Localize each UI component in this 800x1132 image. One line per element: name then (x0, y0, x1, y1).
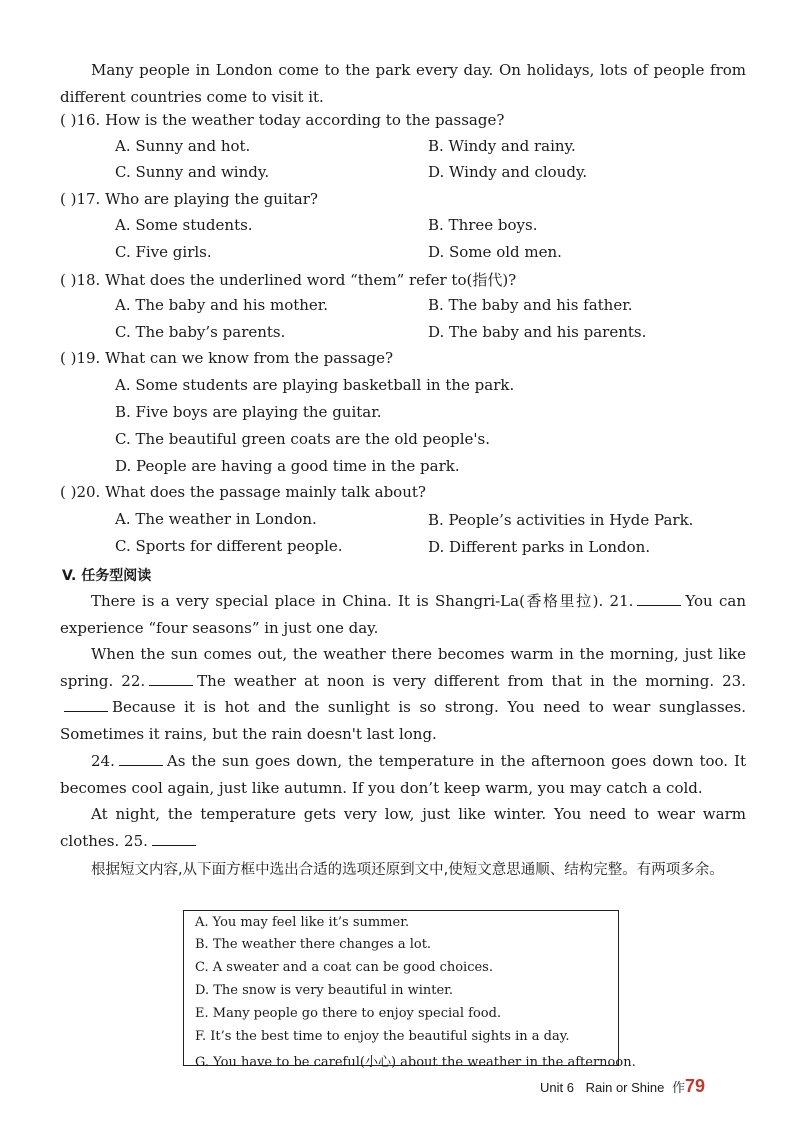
answer-blank-25[interactable] (152, 831, 196, 846)
footer-unit: Unit 6 (540, 1080, 574, 1095)
option-item: B. The weather there changes a lot. (195, 937, 432, 952)
intro-line-2: countries come to visit it. (130, 87, 324, 106)
option-c: C. Sports for different people. (115, 537, 343, 555)
intro-line-1: Many people in London come to the park every day. On holidays, lots of people from different (60, 61, 746, 106)
question-stem: ( )20. What does the passage mainly talk about? (60, 483, 426, 501)
passage-paragraph-3 (60, 748, 746, 801)
passage-text: As the sun goes down, the temperature in the afternoon goes down too. It becomes cool again, just like autumn. If you don’t keep warm, you may catch a cold. (60, 752, 746, 797)
section-heading: V. 任务型阅读 (62, 568, 152, 584)
option-item: F. It’s the best time to enjoy the beautiful sights in a day. (195, 1029, 570, 1044)
option-c: C. Sunny and windy. (115, 163, 270, 181)
answer-blank-21[interactable] (637, 591, 681, 606)
option-b: B. Five boys are playing the guitar. (115, 403, 382, 421)
passage-text: When the sun comes out, the weather there becomes warm in the morning, just like spring. 22. (60, 645, 746, 690)
answer-blank-23[interactable] (64, 697, 108, 712)
intro-paragraph (60, 57, 746, 110)
option-b: B. Windy and rainy. (428, 137, 576, 155)
option-b: B. Three boys. (428, 216, 538, 234)
option-a: A. Some students. (115, 216, 253, 234)
answer-blank-22[interactable] (149, 671, 193, 686)
option-d: D. Different parks in London. (428, 538, 651, 556)
option-item: E. Many people go there to enjoy special food. (195, 1006, 502, 1021)
passage-text: You can experience “four seasons” in just one day. (60, 592, 746, 637)
option-c: C. The beautiful green coats are the old people's. (115, 430, 490, 448)
option-item: A. You may feel like it’s summer. (195, 915, 410, 930)
footer-zuo: 作 (672, 1081, 686, 1096)
option-d: D. Some old men. (428, 243, 562, 261)
passage-text: The weather at noon is very different from that in the morning. 23. (197, 671, 746, 690)
option-c: C. The baby’s parents. (115, 323, 286, 341)
instruction-text: 根据短文内容,从下面方框中选出合适的选项还原到文中,使短文意思通顺、结构完整。有两项多余。 (91, 862, 724, 878)
page-footer (540, 1076, 705, 1097)
option-b: B. People’s activities in Hyde Park. (428, 511, 694, 529)
passage-text: 24. (91, 752, 115, 770)
option-d: D. The baby and his parents. (428, 323, 647, 341)
question-stem: ( )19. What can we know from the passage? (60, 349, 394, 367)
option-a: A. Sunny and hot. (115, 137, 251, 155)
passage-text: Because it is hot and the sunlight is so strong. You need to wear sunglasses. Sometimes it rains, but the rain doesn't last long. (60, 698, 746, 743)
passage-paragraph-1 (60, 588, 746, 641)
options-box (183, 910, 636, 1070)
option-d: D. Windy and cloudy. (428, 163, 588, 181)
option-item: D. The snow is very beautiful in winter. (195, 983, 454, 998)
page-number: 79 (685, 1076, 706, 1096)
option-a: A. The weather in London. (115, 510, 317, 528)
footer-title: Rain or Shine (585, 1080, 665, 1095)
option-item: G. You have to be careful(小心) about the weather in the afternoon. (195, 1055, 636, 1070)
option-b: B. The baby and his father. (428, 296, 633, 314)
option-a: A. The baby and his mother. (115, 296, 329, 314)
option-c: C. Five girls. (115, 243, 212, 261)
option-a: A. Some students are playing basketball in the park. (115, 376, 515, 394)
question-stem: ( )16. How is the weather today according to the passage? (60, 111, 505, 129)
passage-text: At night, the temperature gets very low, just like winter. You need to wear warm clothes. 25. (60, 805, 746, 850)
passage-paragraph-4 (60, 801, 746, 854)
answer-blank-24[interactable] (119, 751, 163, 766)
passage-text: There is a very special place in China. It is Shangri-La(香格里拉). 21. (91, 592, 634, 610)
question-stem: ( )17. Who are playing the guitar? (60, 190, 318, 208)
option-d: D. People are having a good time in the park. (115, 457, 460, 475)
passage-paragraph-2 (60, 641, 746, 747)
option-item: C. A sweater and a coat can be good choices. (195, 960, 493, 975)
question-stem: ( )18. What does the underlined word “them” refer to(指代)? (60, 271, 517, 289)
